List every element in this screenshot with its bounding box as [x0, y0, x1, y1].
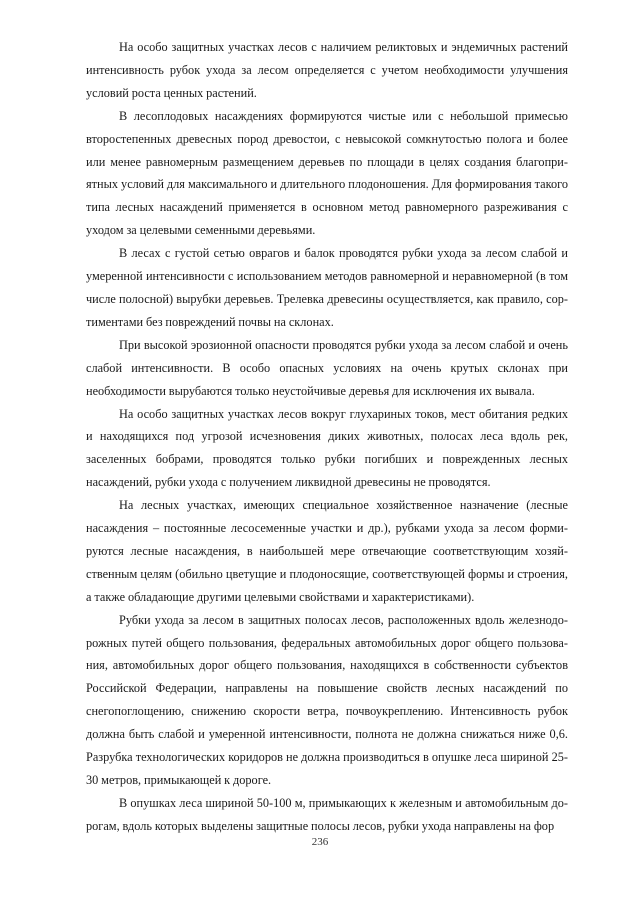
- page-number: 236: [311, 836, 329, 848]
- paragraph-fruit-plantations: В лесоплодовых насаждениях формируются чистые или с небольшой примесью второстепенных древесных пород древостои, с невысокой сомкнутостью полога и более или менее равномерным размещением деревьев по площади в целях создания благоприятных условий для максимального и длительного плодоношения. Для формирования такого типа лесных насаждений применяется в основном метод равномерного разреживания с уходом за целевыми семенными деревьями.: [86, 108, 568, 238]
- paragraph-ravines: В лесах с густой сетью оврагов и балок проводятся рубки ухода за лесом слабой и умеренной интенсивности с использованием методов равномерной и неравномерной (в том числе полосной) вырубки деревьев. Трелевка древесины осуществляется, как правило, сортиментами без повреждений почвы на склонах.: [86, 246, 568, 329]
- paragraph-forest-edges: В опушках леса шириной 50-100 м, примыкающих к железным и автомобильным дорогам, вдоль которых выделены защитные полосы лесов, рубки ухода направлены на фор: [86, 795, 568, 833]
- paragraph-erosion: При высокой эрозионной опасности проводятся рубки ухода за лесом слабой и очень слабой интенсивности. В особо опасных условиях на очень крутых склонах при необходимости вырубаются только неустойчивые деревья для исключения их вывала.: [86, 337, 568, 398]
- paragraph-special-purpose: На лесных участках, имеющих специальное хозяйственное назначение (лесные насаждения – постоянные лесосеменные участки и др.), рубками ухода за лесом формируются лесные насаждения, в наибольшей мере отвечающие соответствующим хозяйственным целям (обильно цветущие и плодоносящие, соответствующей формы и строения, а также обладающие другими целевыми свойствами и характеристиками).: [86, 498, 568, 604]
- paragraph-wildlife-areas: На особо защитных участках лесов вокруг глухариных токов, мест обитания редких и находящихся под угрозой исчезновения диких животных, полосах леса вдоль рек, заселенных бобрами, проводятся только рубки погибших и поврежденных лесных насаждений, рубки ухода с получением ликвидной древесины не проводятся.: [86, 406, 568, 490]
- paragraph-protective-strips: Рубки ухода за лесом в защитных полосах лесов, расположенных вдоль железнодорожных путей общего пользования, федеральных автомобильных дорог общего пользования, автомобильных дорог общего пользования, находящихся в собственности субъектов Российской Федерации, направлены на повышение свойств лесных насаждений по снегопоглощению, снижению скорости ветра, почвоукреплению. Интенсивность рубок должна быть слабой и умеренной интенсивности, полнота не должна снижаться ниже 0,6. Разрубка технологических коридоров не должна производиться в опушке леса шириной 25-30 метров, примыкающей к дороге.: [86, 612, 568, 787]
- paragraph-relict-species: На особо защитных участках лесов с наличием реликтовых и эндемичных растений интенсивность рубок ухода за лесом определяется с учетом необходимости улучшения условий роста ценных растений.: [86, 40, 568, 100]
- text-body: [86, 36, 568, 838]
